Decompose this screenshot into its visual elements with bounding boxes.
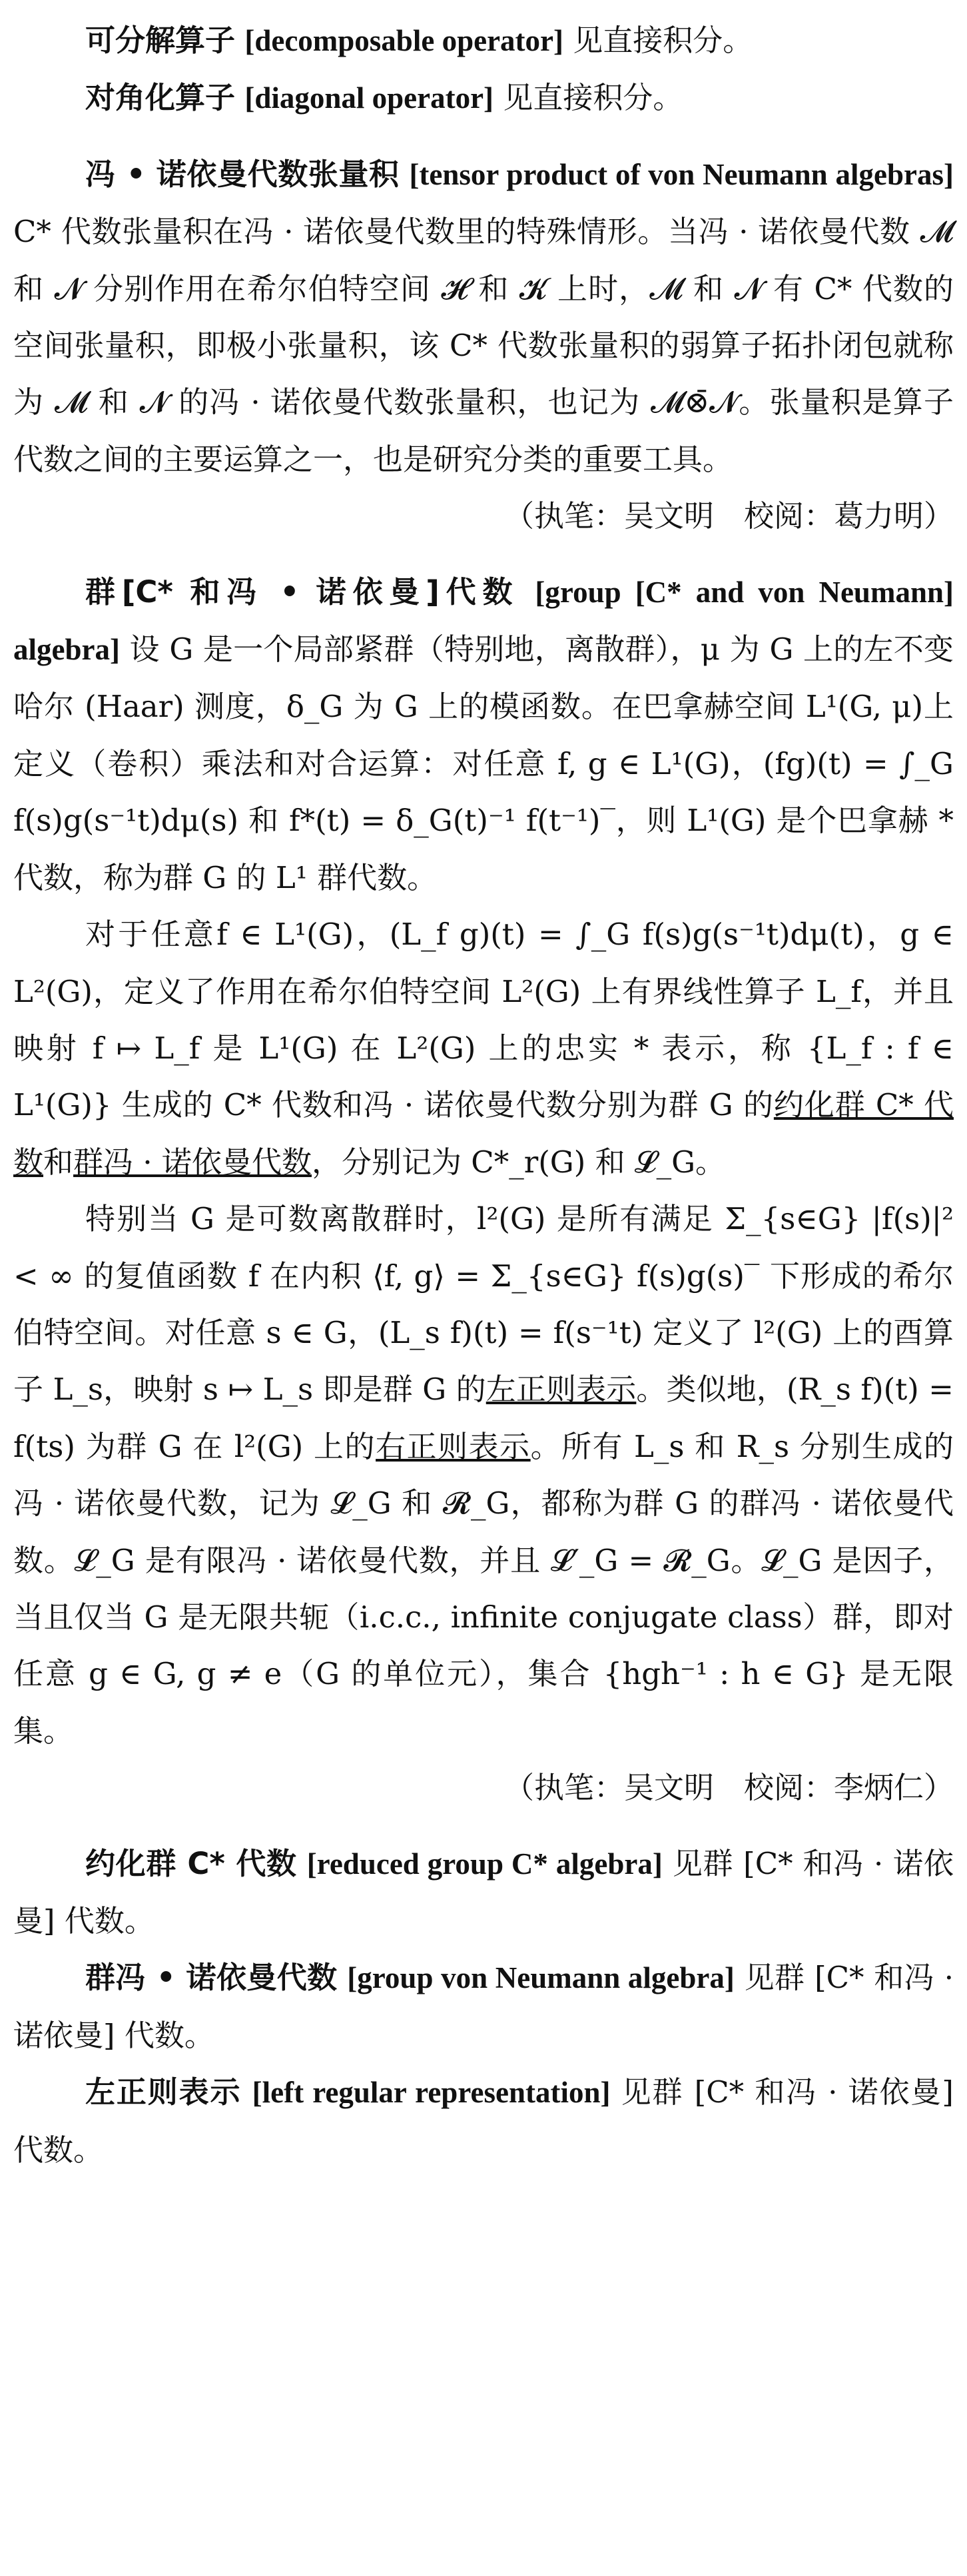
headword: 对角化算子 — [85, 80, 236, 116]
signature: （执笔：吴文明 校阅：葛力明） — [503, 498, 954, 534]
headword: 冯 • 诺依曼代数张量积 — [85, 156, 400, 192]
english-term: [group [C* and von Neumann] algebra] — [13, 575, 954, 667]
entry-body: 见群 [C* 和冯 · 诺依曼] 代数。 — [13, 2074, 954, 2168]
entry-body: 见群 [C* 和冯 · 诺依曼] 代数。 — [13, 1960, 954, 2053]
english-term: [reduced group C* algebra] — [306, 1847, 663, 1881]
headword: 群[C* 和冯 • 诺依曼]代数 — [85, 574, 519, 610]
crossref-reduced-group-algebra[interactable]: 约化群 C* 代数 — [13, 1087, 954, 1180]
paragraph-text: 和 — [43, 1144, 74, 1180]
english-term: [diagonal operator] — [244, 81, 494, 115]
headword: 约化群 C* 代数 — [85, 1845, 297, 1881]
entry-body: C* 代数张量积在冯 · 诺依曼代数里的特殊情形。当冯 · 诺依曼代数 𝓜 和 𝓝 分别作用在希尔伯特空间 𝓗 和 𝓚 上时，𝓜 和 𝓝 有 C* 代数的空间张量积，即极小张量积，该 C* 代数张量积的弱算子拓扑闭包就称为 𝓜 和 𝓝 的冯 · 诺依曼代数张量积，也记为 𝓜⊗̄𝓝。张量积是算子代数之间的主要运算之一，也是研究分类的重要工具。 — [13, 214, 954, 477]
dictionary-page — [13, 12, 954, 2178]
crossref-group-von-neumann-algebra[interactable]: 群冯 · 诺依曼代数 — [73, 1144, 312, 1180]
crossref-left-regular-representation[interactable]: 左正则表示 — [485, 1372, 637, 1408]
english-term: [decomposable operator] — [244, 24, 563, 57]
entry-diagonal-operator — [13, 69, 954, 127]
entry-body: 见群 [C* 和冯 · 诺依曼] 代数。 — [13, 1845, 954, 1938]
entry-left-regular-representation — [13, 2064, 954, 2178]
signature: （执笔：吴文明 校阅：李炳仁） — [503, 1770, 954, 1806]
headword: 群冯 • 诺依曼代数 — [85, 1960, 338, 1996]
headword: 左正则表示 — [85, 2074, 242, 2110]
entry-reduced-group-algebra — [13, 1835, 954, 1950]
entry-body: 见直接积分。 — [503, 80, 683, 116]
english-term: [left regular representation] — [252, 2076, 611, 2110]
paragraph-text: 对于任意f ∈ L¹(G)，(L_f g)(t) = ∫_G f(s)g(s⁻¹t)dμ(t)，g ∈ L²(G)，定义了作用在希尔伯特空间 L²(G) 上有界线性算子 L_f，并且映射 f ↦ L_f 是 L¹(G) 在 L²(G) 上的忠实 * 表示，称 {L_f : f ∈ L¹(G)} 生成的 C* 代数和冯 · 诺依曼代数分别为群 G 的 — [13, 917, 954, 1123]
entry-group-algebra — [13, 564, 954, 906]
entry-paragraph-3 — [13, 1190, 954, 1759]
paragraph-text: 。类似地，(R_s f)(t) = f(ts) 为群 G 在 l²(G) 上的 — [13, 1372, 954, 1464]
paragraph-text: 。所有 L_s 和 R_s 分别生成的冯 · 诺依曼代数，记为 𝓛_G 和 𝓡_G，都称为群 G 的群冯 · 诺依曼代数。𝓛_G 是有限冯 · 诺依曼代数，并且 𝓛′_G = 𝓡_G。𝓛_G 是因子，当且仅当 G 是无限共轭（i.c.c., infinite conjugate class）群，即对任意 g ∈ G, g ≠ e（G 的单位元），集合 {hgh⁻¹ : h ∈ G} 是无限集。 — [13, 1428, 954, 1749]
english-term: [tensor product of von Neumann algebras] — [409, 157, 954, 191]
entry-decomposable-operator — [13, 12, 954, 69]
entry-tensor-product — [13, 146, 954, 488]
crossref-right-regular-representation[interactable]: 右正则表示 — [376, 1428, 531, 1464]
entry-group-von-neumann-algebra — [13, 1949, 954, 2064]
paragraph-text: 特别当 G 是可数离散群时，l²(G) 是所有满足 Σ_{s∈G} |f(s)|² < ∞ 的复值函数 f 在内积 ⟨f, g⟩ = Σ_{s∈G} f(s)g(s)‾ 下形成的希尔伯特空间。对任意 s ∈ G，(L_s f)(t) = f(s⁻¹t) 定义了 l²(G) 上的酉算子 L_s，映射 s ↦ L_s 即是群 G 的 — [13, 1201, 954, 1408]
entry-paragraph-1: 设 G 是一个局部紧群（特别地，离散群），μ 为 G 上的左不变哈尔 (Haar) 测度，δ_G 为 G 上的模函数。在巴拿赫空间 L¹(G, μ)上定义（卷积）乘法和对合运算：对任意 f, g ∈ L¹(G)，(fg)(t) = ∫_G f(s)g(s⁻¹t)dμ(s) 和 f*(t) = δ_G(t)⁻¹ f(t⁻¹)‾，则 L¹(G) 是个巴拿赫 * 代数，称为群 G 的 L¹ 群代数。 — [13, 632, 954, 895]
entry-body: 见直接积分。 — [573, 23, 753, 58]
headword: 可分解算子 — [85, 23, 236, 58]
entry-paragraph-2 — [13, 906, 954, 1190]
english-term: [group von Neumann algebra] — [347, 1961, 735, 1995]
paragraph-text: ，分别记为 C*_r(G) 和 𝓛_G。 — [311, 1144, 726, 1180]
